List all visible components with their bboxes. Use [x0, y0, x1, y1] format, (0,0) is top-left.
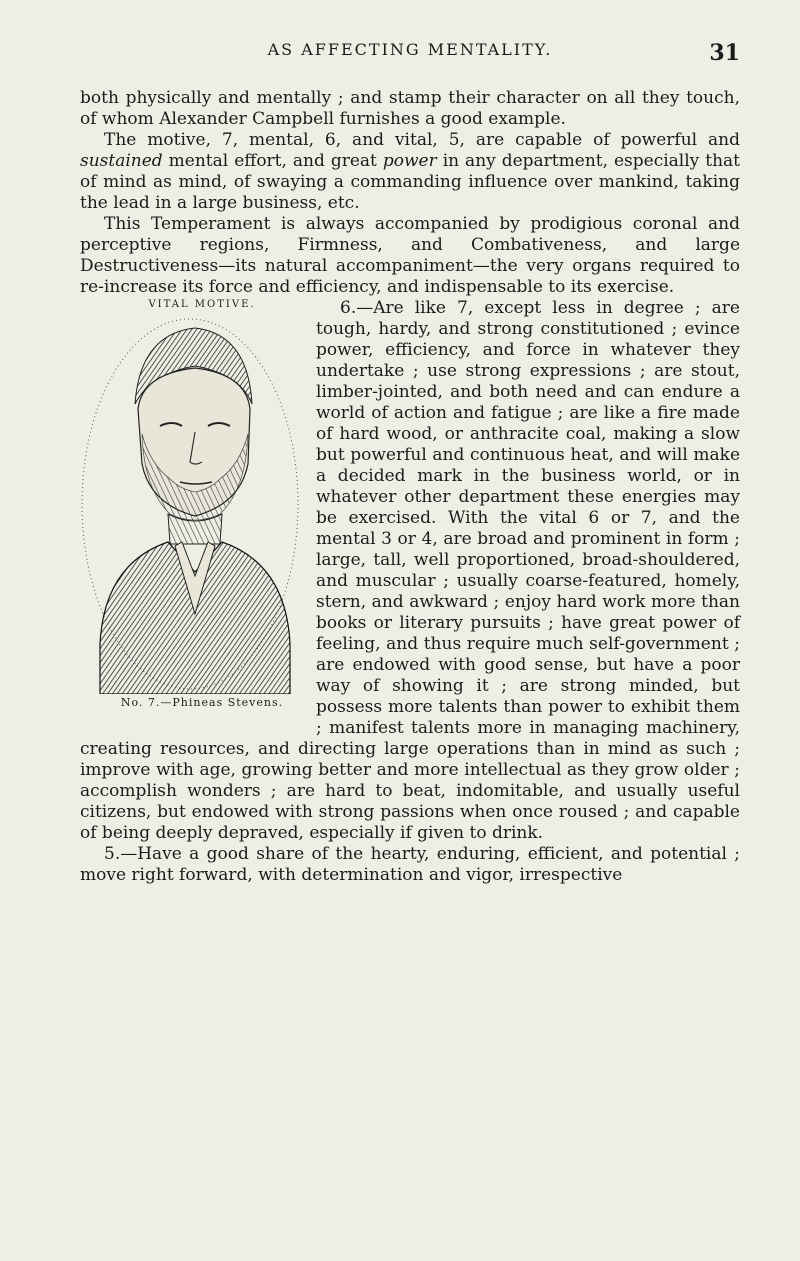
paragraph-4	[80, 298, 740, 844]
paragraph-2-emphasis-power: power	[382, 151, 437, 171]
paragraph-2-emphasis-sustained: sustained	[80, 151, 163, 171]
engraved-portrait-illustration	[80, 314, 300, 694]
running-head: AS AFFECTING MENTALITY.	[267, 40, 553, 59]
paragraph-3: This Temperament is always accompanied by prodigious coronal and perceptive regions, Firmness, and Combativeness, and large Destructiveness—its natural accompaniment—the very organs required to re-increase its force and efficiency, and indispensable to its exercise.	[80, 214, 740, 297]
figure-caption: No. 7.—Phineas Stevens.	[120, 696, 284, 709]
paragraph-2-text-b: mental effort, and great	[162, 151, 383, 171]
coat	[100, 542, 290, 694]
paragraph-2	[80, 130, 740, 214]
page-number: 31	[709, 40, 740, 66]
paragraph-5: 5.—Have a good share of the hearty, enduring, efficient, and potential ; move right forward, with determination and vigor, irrespective	[80, 844, 740, 885]
page-header	[80, 40, 740, 74]
figure-label: VITAL MOTIVE.	[148, 299, 256, 310]
paragraph-4-text: 6.—Are like 7, except less in degree ; are tough, hardy, and strong constitutioned ; evince power, efficiency, and force in whatever they undertake ; use strong expressions ; are stout, limber-jointed, and both need and can endure a world of action and fatigue ; are like a fire made of hard wood, or anthracite coal, making a slow but powerful and continuous heat, and will make a decided mark in the business world, or in whatever other department these energies may be exercised. With the vital 6 or 7, and the mental 3 or 4, are broad and prominent in form ; large, tall, well proportioned, broad-shouldered, and muscular ; usually coarse-featured, homely, stern, and awkward ; enjoy hard work more than books or literary pursuits ; have great power of feeling, and thus require much self-government ; are endowed with good sense, but have a poor way of showing it ; are strong minded, but possess more talents than power to exhibit them ; manifest talents more in managing machinery, creating resources, and directing large operations than in mind as such ; improve with age, growing better and more intellectual as they grow older ; accomplish wonders ; are hard to beat, indomitable, and usually useful citizens, but endowed with strong passions when once roused ; and capable of being deeply depraved, especially if given to drink.	[80, 298, 740, 843]
paragraph-1: both physically and mentally ; and stamp their character on all they touch, of whom Alexander Campbell furnishes a good example.	[80, 88, 740, 129]
paragraph-2-text-a: The motive, 7, mental, 6, and vital, 5, are capable of powerful and	[104, 130, 740, 150]
portrait-figure	[74, 298, 306, 716]
paragraph-2-text-c: in any department, especially that of mind as mind, of swaying a commanding influence over mankind, taking the lead in a large business, etc.	[80, 151, 741, 213]
body-text	[80, 88, 740, 886]
